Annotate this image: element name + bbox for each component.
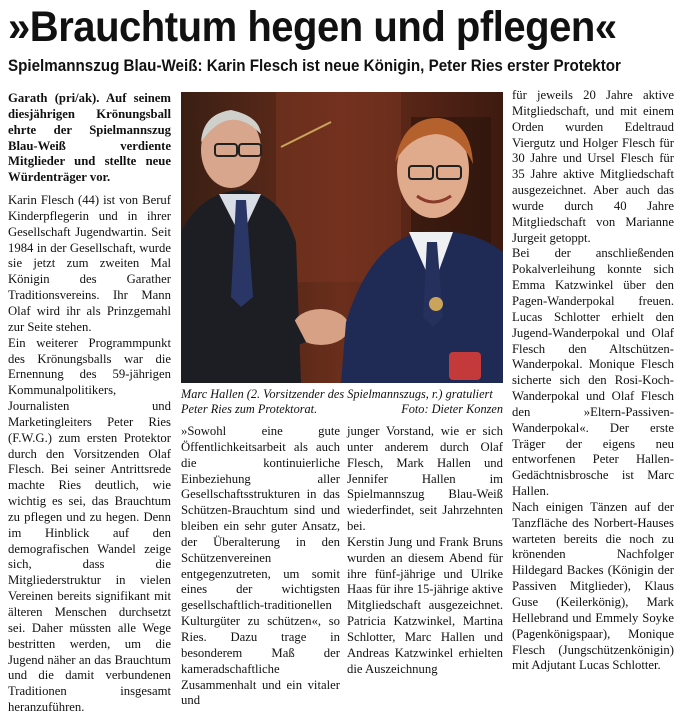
lead-paragraph: Garath (pri/ak). Auf seinem diesjährigen Krönungsball ehrte der Spielmannszug Blau-Weiß verdiente Mitglieder und stellte neue Würdenträger vor. bbox=[8, 91, 171, 185]
photo-illustration bbox=[181, 92, 503, 383]
paragraph: Kerstin Jung und Frank Bruns wurden an diesem Abend für ihre fünf-jährige und Ulrike Haas für ihre 15-jährige aktive Mitgliedschaft ausgezeichnet. Patricia Katzwinkel, Martina Schlotter, Marc Hallen und Andreas Katzwinkel erhielten die Auszeichnung bbox=[347, 534, 503, 676]
paragraph: »Sowohl eine gute Öffentlichkeitsarbeit als auch die kontinuierliche Einbeziehung aller Gesellschaftsstrukturen in das Schützen-Brauchtum sind und bleiben ein sehr guter Ansatz, der Überalterung in den Schützenvereinen entgegenzutreten, um somit eines der wichtigsten gesellschaftlich-traditionellen Kulturgüter zu schützen«, so Ries. Dazu trage in besonderem Maß der kameradschaftliche Zusammenhalt und ein vitaler und bbox=[181, 424, 340, 708]
paragraph: Nach einigen Tänzen auf der Tanzfläche des Norbert-Hauses warteten bereits die noch zu krönenden Nachfolger Hildegard Backes (Königin der Passiven Mitglieder), Klaus Guse (Keilerkönig), Mark Hellebrand und Emmely Soyke (Pagenkönigspaar), Monique Flesch (Jungschützenkönigin) mit Adjutant Lucas Schlotter. bbox=[512, 499, 674, 673]
paragraph: Karin Flesch (44) ist von Beruf Kinderpflegerin und in ihrer Gesellschaft Jugendwartin. Seit 1984 in der Gesellschaft, wurde sie jetzt zum zweiten Mal Königin des Garather Traditionsvereins. Ihr Mann Olaf wird ihr als Prinzgemahl zur Seite stehen. bbox=[8, 193, 171, 334]
headline: »Brauchtum hegen und pflegen« bbox=[8, 3, 617, 51]
photo-caption bbox=[181, 387, 503, 418]
article-photo bbox=[181, 92, 503, 383]
paragraph: für jeweils 20 Jahre aktive Mitgliedschaft, und mit einem Orden wurden Edeltraud Viergutz und Holger Flesch für 30 Jahre und Ursel Flesch für 35 Jahre aktive Mitgliedschaft ausgezeichnet. Aber auch das wurde durch 40 Jahre Mitgliedschaft von Marianne Jurgeit getoppt. bbox=[512, 88, 674, 245]
article-column-1 bbox=[8, 91, 171, 716]
paragraph: Ein weiterer Programmpunkt des Krönungsballs war die Ernennung des 59-jährigen Kommunalpolitikers, Journalisten und Marketingleiters Peter Ries (F.W.G.) zum ersten Protektor durch den Vorsitzenden Olaf Flesch. Bei seiner Antrittsrede machte Ries deutlich, wie wichtig es sei, das Brauchtum zu pflegen und zu hegen. Denn im Hinblick auf den demografischen Wandel zeige sich, dass die Mitgliederstruktur in vielen Vereinen bereits signifikant mit älteren Menschen durchsetzt sei. Daher müssten alle Wege bestritten werden, um die Jugend näher an das Brauchtum und die damit verbundenen Traditionen insgesamt heranzuführen. bbox=[8, 335, 171, 715]
article-column-2 bbox=[181, 424, 340, 709]
paragraph: Bei der anschließenden Pokalverleihung konnte sich Emma Katzwinkel über den Pagen-Wanderpokal freuen. Lucas Schlotter erhielt den Jugend-Wanderpokal und Olaf Flesch den Altschützen-Wanderpokal. Monique Flesch sicherte sich den Rosi-Koch-Wanderpokal und Olaf Flesch den »Eltern-Passiven-Wanderpokal«. Der erste Träger der eigens neu entworfenen Peter Hallen-Gedächtnisbrosche ist Marc Hallen. bbox=[512, 246, 674, 499]
article-column-3 bbox=[347, 424, 503, 678]
article-column-4 bbox=[512, 88, 674, 674]
paragraph: junger Vorstand, wie er sich unter anderem durch Olaf Flesch, Mark Hallen und Jennifer Hallen im Spielmannszug Blau-Weiß wiederfindet, seit Jahrzehnten bei. bbox=[347, 424, 503, 534]
subheadline: Spielmannszug Blau-Weiß: Karin Flesch ist neue Königin, Peter Ries erster Protektor bbox=[8, 57, 621, 75]
photo-credit: Foto: Dieter Konzen bbox=[401, 402, 503, 417]
caption-text: Marc Hallen (2. Vorsitzender des Spielmannszugs, r.) gratuliert Peter Ries zum Protektorat. bbox=[181, 387, 493, 417]
